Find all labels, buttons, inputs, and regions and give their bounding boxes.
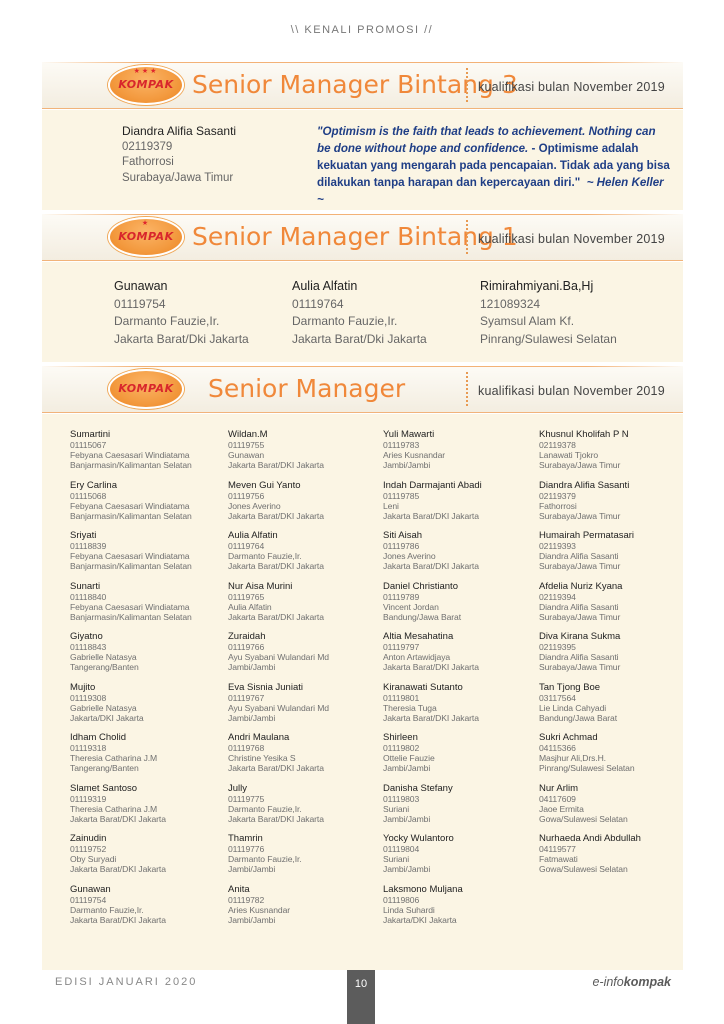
member-column <box>228 430 329 935</box>
kompak-logo <box>108 217 184 257</box>
member-sponsor: Vincent Jordan <box>383 601 439 612</box>
member-id: 01115067 <box>70 440 107 450</box>
member-name: Nur Aisa Murini <box>228 580 293 592</box>
member-id: 01119756 <box>228 490 265 501</box>
member-location: Jambi/Jambi <box>228 712 276 723</box>
member-id: 01119801 <box>383 692 420 703</box>
member-entry <box>383 683 482 734</box>
quote-english: "Optimism is the faith that leads to achievement. Nothing can be done without hope and confidence. <box>317 125 656 155</box>
member-sponsor: Leni <box>383 500 399 511</box>
member-card <box>114 278 249 348</box>
member-sponsor: Fatmawati <box>539 854 578 864</box>
member-sponsor: Christine Yesika S <box>228 753 296 763</box>
member-name: Siti Aisah <box>383 530 423 541</box>
member-id: 01119319 <box>70 793 107 804</box>
member-id: 01119308 <box>70 692 107 703</box>
member-location: Jambi/Jambi <box>383 864 431 874</box>
section-header-senior-manager <box>42 366 683 413</box>
member-name: Laksmono Muljana <box>383 883 463 895</box>
page-header-title: \\ KENALI PROMOSI // <box>290 24 434 36</box>
member-column <box>539 430 641 885</box>
member-name: Khusnul Kholifah P N <box>539 429 629 440</box>
member-location: Bandung/Jawa Barat <box>539 712 617 723</box>
member-location: Jakarta Barat/DKI Jakarta <box>228 763 324 773</box>
logo-word: KOMPAK <box>118 230 174 243</box>
member-id: 04115366 <box>539 743 576 753</box>
member-id: 01119754 <box>70 894 107 905</box>
member-card <box>122 124 236 186</box>
member-location: Jakarta Barat/DKI Jakarta <box>228 813 324 824</box>
member-id: 04119577 <box>539 844 576 854</box>
bintang3-panel <box>42 110 683 210</box>
member-location: Jambi/Jambi <box>383 460 431 470</box>
member-id: 02119378 <box>539 440 576 450</box>
member-location: Pinrang/Sulawesi Selatan <box>480 331 617 346</box>
member-location: Jakarta Barat/DKI Jakarta <box>383 510 479 521</box>
member-name: Danisha Stefany <box>383 782 453 794</box>
member-id: 01119782 <box>228 894 265 905</box>
member-entry <box>383 430 482 481</box>
member-entry <box>70 784 192 835</box>
member-id: 121089324 <box>480 296 541 311</box>
member-name: Yocky Wulantoro <box>383 833 454 844</box>
member-entry <box>539 733 641 784</box>
member-id: 01119318 <box>70 743 107 753</box>
member-location: Jambi/Jambi <box>383 763 431 773</box>
member-entry <box>70 834 192 885</box>
member-sponsor: Fathorrosi <box>539 500 577 511</box>
member-sponsor: Jones Averino <box>228 500 281 511</box>
member-entry <box>383 481 482 532</box>
member-name: Sumartini <box>70 429 111 440</box>
member-sponsor: Theresia Catharina J.M <box>70 753 158 763</box>
member-name: Jully <box>228 782 248 794</box>
member-id: 01119806 <box>383 894 420 905</box>
member-entry <box>228 430 329 481</box>
member-entry <box>228 632 329 683</box>
member-id: 01119783 <box>383 440 420 450</box>
member-sponsor: Jaoe Ermita <box>539 803 584 814</box>
member-entry <box>383 733 482 784</box>
senior-manager-panel <box>42 414 683 970</box>
member-entry <box>228 683 329 734</box>
member-name: Andri Maulana <box>228 732 290 743</box>
member-entry <box>228 582 329 633</box>
member-location: Surabaya/Jawa Timur <box>539 510 621 521</box>
member-name: Aulia Alfatin <box>228 530 278 541</box>
member-sponsor: Lie Linda Cahyadi <box>539 702 607 713</box>
member-name: Kiranawati Sutanto <box>383 681 463 693</box>
member-name: Indah Darmajanti Abadi <box>383 479 482 491</box>
member-sponsor: Ayu Syabani Wulandari Md <box>228 702 329 713</box>
member-entry <box>70 632 192 683</box>
qualification-text: kualifikasi bulan November 2019 <box>478 384 665 398</box>
dotted-divider <box>466 68 468 102</box>
quote-indonesian: - Optimisme adalah kekuatan yang mengarah pada pencapaian. Tidak ada yang bisa dilakukan tanpa harapan dan kepercayaan diri." <box>317 142 670 189</box>
member-sponsor: Fathorrosi <box>122 156 174 168</box>
member-name: Altia Mesahatina <box>383 631 454 642</box>
section-title: Senior Manager Bintang 3 <box>192 70 518 99</box>
brand-name <box>592 975 671 989</box>
member-entry <box>70 531 192 582</box>
member-entry <box>539 683 641 734</box>
member-location: Jakarta Barat/DKI Jakarta <box>383 662 479 672</box>
member-id: 02119393 <box>539 541 576 551</box>
member-name: Wildan.M <box>228 429 268 440</box>
member-card <box>292 278 427 348</box>
member-name: Shirleen <box>383 732 418 743</box>
section-title: Senior Manager <box>208 374 406 403</box>
member-sponsor: Gunawan <box>228 450 265 460</box>
member-entry <box>383 531 482 582</box>
member-name: Idham Cholid <box>70 732 126 743</box>
member-name: Daniel Christianto <box>383 580 458 592</box>
bintang1-panel <box>42 262 683 362</box>
page-number: 10 <box>347 970 375 1024</box>
member-name: Gunawan <box>114 279 168 293</box>
member-location: Jakarta/DKI Jakarta <box>70 712 144 723</box>
member-id: 01119768 <box>228 743 265 753</box>
member-location: Surabaya/Jawa Timur <box>539 611 621 622</box>
member-sponsor: Gabrielle Natasya <box>70 652 137 662</box>
member-id: 01119785 <box>383 490 420 501</box>
member-id: 03117564 <box>539 692 576 703</box>
member-location: Jakarta Barat/DKI Jakarta <box>228 611 324 622</box>
member-sponsor: Ayu Syabani Wulandari Md <box>228 652 329 662</box>
member-id: 01119755 <box>228 440 265 450</box>
member-location: Surabaya/Jawa Timur <box>539 460 621 470</box>
member-id: 01118843 <box>70 642 107 652</box>
member-location: Jambi/Jambi <box>383 813 431 824</box>
member-name: Yuli Mawarti <box>383 429 435 440</box>
member-name: Sriyati <box>70 530 97 541</box>
member-location: Tangerang/Banten <box>70 763 139 773</box>
member-entry <box>70 582 192 633</box>
member-name: Diandra Alifia Sasanti <box>539 479 630 491</box>
member-entry <box>539 582 641 633</box>
logo-word: KOMPAK <box>118 382 174 395</box>
member-entry <box>539 430 641 481</box>
member-name: Diandra Alifia Sasanti <box>122 124 237 138</box>
member-location: Surabaya/Jawa Timur <box>122 171 234 184</box>
member-entry <box>228 733 329 784</box>
member-location: Jakarta Barat/DKI Jakarta <box>383 561 479 571</box>
member-entry <box>539 481 641 532</box>
member-entry <box>539 531 641 582</box>
member-sponsor: Lanawati Tjokro <box>539 450 599 460</box>
quote-author: ~ Helen Keller ~ <box>317 176 664 206</box>
member-name: Zuraidah <box>228 631 266 642</box>
member-name: Thamrin <box>228 833 263 844</box>
member-sponsor: Diandra Alifia Sasanti <box>539 551 619 561</box>
member-entry <box>70 733 192 784</box>
member-location: Banjarmasin/Kalimantan Selatan <box>70 510 192 521</box>
member-location: Jakarta Barat/DKI Jakarta <box>70 914 166 925</box>
member-entry <box>383 632 482 683</box>
member-id: 02119379 <box>122 140 173 153</box>
quote-block <box>317 123 672 208</box>
member-sponsor: Darmanto Fauzie,Ir. <box>228 803 302 814</box>
member-location: Jambi/Jambi <box>228 662 276 672</box>
member-card <box>480 278 617 348</box>
edition-label: EDISI JANUARI 2020 <box>55 976 198 988</box>
member-sponsor: Febyana Caesasari Windiatama <box>70 601 190 612</box>
member-name: Diva Kirana Sukma <box>539 631 621 642</box>
qualification-text: kualifikasi bulan November 2019 <box>478 232 665 246</box>
dotted-divider <box>466 220 468 254</box>
member-entry <box>383 582 482 633</box>
member-location: Jakarta/DKI Jakarta <box>383 914 457 925</box>
member-sponsor: Darmanto Fauzie,Ir. <box>228 551 302 561</box>
member-sponsor: Anton Artawidjaya <box>383 652 451 662</box>
member-id: 02119379 <box>539 490 576 501</box>
section-header-bintang3 <box>42 62 683 109</box>
logo-word: KOMPAK <box>118 78 174 91</box>
member-sponsor: Aulia Alfatin <box>228 601 272 612</box>
member-entry <box>70 885 192 936</box>
member-name: Sukri Achmad <box>539 732 598 743</box>
member-id: 01119786 <box>383 541 420 551</box>
section-title: Senior Manager Bintang 1 <box>192 222 518 251</box>
member-sponsor: Suriani <box>383 854 410 864</box>
member-id: 01119802 <box>383 743 420 753</box>
member-location: Bandung/Jawa Barat <box>383 611 461 622</box>
member-location: Jakarta Barat/DKI Jakarta <box>228 510 324 521</box>
member-entry <box>383 834 482 885</box>
member-name: Anita <box>228 883 250 895</box>
member-id: 01115068 <box>70 490 107 501</box>
member-sponsor: Syamsul Alam Kf. <box>480 314 575 328</box>
member-entry <box>228 885 329 936</box>
member-id: 01119764 <box>292 296 344 311</box>
star-icon: ★★★ <box>133 68 159 75</box>
qualification-text: kualifikasi bulan November 2019 <box>478 80 665 94</box>
member-entry <box>70 481 192 532</box>
member-location: Jakarta Barat/DKI Jakarta <box>70 864 166 874</box>
member-name: Nurhaeda Andi Abdullah <box>539 833 641 844</box>
member-location: Jakarta Barat/DKI Jakarta <box>228 561 324 571</box>
member-entry <box>383 784 482 835</box>
member-location: Jakarta Barat/Dki Jakarta <box>292 331 427 346</box>
member-sponsor: Linda Suhardi <box>383 904 435 915</box>
member-sponsor: Darmanto Fauzie,Ir. <box>228 854 302 864</box>
member-column <box>383 430 482 935</box>
member-sponsor: Jones Averino <box>383 551 436 561</box>
member-id: 01119804 <box>383 844 420 854</box>
member-name: Afdelia Nuriz Kyana <box>539 580 623 592</box>
member-name: Eva Sisnia Juniati <box>228 681 303 693</box>
member-sponsor: Aries Kusnandar <box>228 904 291 915</box>
member-location: Tangerang/Banten <box>70 662 139 672</box>
member-sponsor: Masjhur Ali,Drs.H. <box>539 753 606 763</box>
member-id: 01119776 <box>228 844 265 854</box>
member-name: Ery Carlina <box>70 479 117 491</box>
brand-prefix: e-info <box>592 975 624 989</box>
member-id: 01119803 <box>383 793 420 804</box>
member-location: Banjarmasin/Kalimantan Selatan <box>70 561 192 571</box>
member-entry <box>539 632 641 683</box>
member-id: 01119765 <box>228 591 265 602</box>
member-name: Gunawan <box>70 883 111 895</box>
member-id: 01119766 <box>228 642 265 652</box>
member-sponsor: Aries Kusnandar <box>383 450 446 460</box>
member-sponsor: Darmanto Fauzie,Ir. <box>292 314 398 328</box>
member-location: Surabaya/Jawa Timur <box>539 662 621 672</box>
member-entry <box>539 784 641 835</box>
member-id: 01118839 <box>70 541 107 551</box>
member-name: Aulia Alfatin <box>292 279 358 293</box>
member-name: Nur Arlim <box>539 782 579 794</box>
member-id: 04117609 <box>539 793 576 804</box>
member-location: Jambi/Jambi <box>228 914 276 925</box>
member-entry <box>228 834 329 885</box>
member-name: Zainudin <box>70 833 107 844</box>
member-entry <box>228 481 329 532</box>
member-id: 01119752 <box>70 844 107 854</box>
member-id: 01119764 <box>228 541 265 551</box>
member-entry <box>383 885 482 936</box>
member-entry <box>228 531 329 582</box>
brand-bold: kompak <box>623 975 671 989</box>
member-name: Mujito <box>70 681 96 693</box>
member-sponsor: Theresia Tuga <box>383 702 437 713</box>
member-sponsor: Ottelie Fauzie <box>383 753 435 763</box>
member-sponsor: Gabrielle Natasya <box>70 702 137 713</box>
member-sponsor: Oby Suryadi <box>70 854 117 864</box>
member-id: 01119775 <box>228 793 265 804</box>
member-sponsor: Darmanto Fauzie,Ir. <box>70 904 144 915</box>
member-column <box>70 430 192 935</box>
member-location: Jakarta Barat/DKI Jakarta <box>228 460 324 470</box>
member-location: Gowa/Sulawesi Selatan <box>539 864 628 874</box>
member-name: Slamet Santoso <box>70 782 138 794</box>
member-sponsor: Theresia Catharina J.M <box>70 803 158 814</box>
member-name: Meven Gui Yanto <box>228 479 301 491</box>
kompak-logo <box>108 65 184 105</box>
member-id: 01119767 <box>228 692 265 703</box>
member-location: Banjarmasin/Kalimantan Selatan <box>70 460 192 470</box>
dotted-divider <box>466 372 468 406</box>
star-icon: ★ <box>141 220 151 227</box>
member-location: Gowa/Sulawesi Selatan <box>539 813 628 824</box>
member-sponsor: Febyana Caesasari Windiatama <box>70 500 190 511</box>
member-location: Jakarta Barat/DKI Jakarta <box>70 813 166 824</box>
member-location: Jakarta Barat/DKI Jakarta <box>383 712 479 723</box>
section-header-bintang1 <box>42 214 683 261</box>
member-name: Sunarti <box>70 580 101 592</box>
member-entry <box>539 834 641 885</box>
member-sponsor: Diandra Alifia Sasanti <box>539 601 619 612</box>
member-sponsor: Febyana Caesasari Windiatama <box>70 450 190 460</box>
member-sponsor: Diandra Alifia Sasanti <box>539 652 619 662</box>
member-location: Jakarta Barat/Dki Jakarta <box>114 331 249 346</box>
member-location: Banjarmasin/Kalimantan Selatan <box>70 611 192 622</box>
member-id: 01119754 <box>114 296 166 311</box>
member-sponsor: Darmanto Fauzie,Ir. <box>114 314 220 328</box>
member-name: Tan Tjong Boe <box>539 681 601 693</box>
member-entry <box>70 683 192 734</box>
kompak-logo <box>108 369 184 409</box>
member-name: Giyatno <box>70 631 103 642</box>
member-entry <box>70 430 192 481</box>
member-name: Humairah Permatasari <box>539 530 635 541</box>
member-entry <box>228 784 329 835</box>
member-id: 02119395 <box>539 642 576 652</box>
member-id: 02119394 <box>539 591 576 602</box>
member-id: 01119797 <box>383 642 420 652</box>
member-sponsor: Febyana Caesasari Windiatama <box>70 551 190 561</box>
member-location: Pinrang/Sulawesi Selatan <box>539 763 635 773</box>
member-location: Jambi/Jambi <box>228 864 276 874</box>
member-sponsor: Suriani <box>383 803 410 814</box>
member-location: Surabaya/Jawa Timur <box>539 561 621 571</box>
member-id: 01118840 <box>70 591 107 602</box>
member-name: Rimirahmiyani.Ba,Hj <box>480 279 594 293</box>
member-id: 01119789 <box>383 591 420 602</box>
